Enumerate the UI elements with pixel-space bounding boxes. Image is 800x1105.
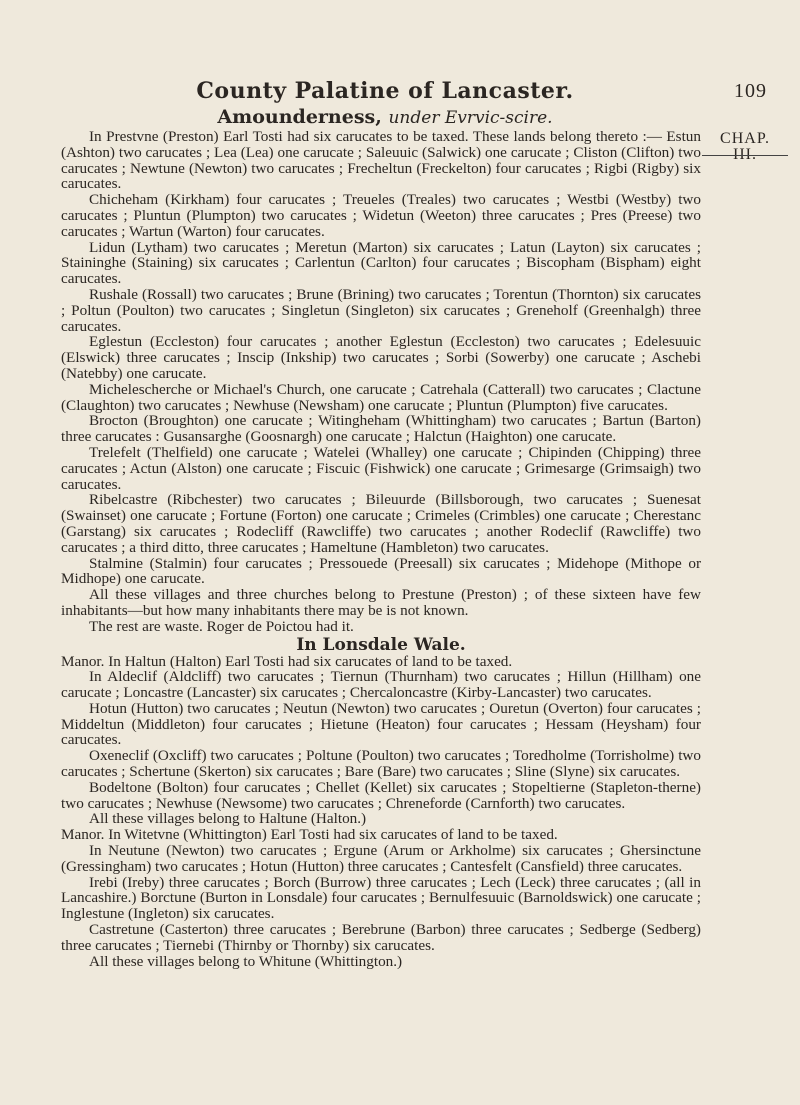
chapter-marker: [705, 131, 785, 163]
lonsdale-heading: In Lonsdale Wale.: [296, 634, 466, 655]
paragraph: Manor. In Haltun (Halton) Earl Tosti had six carucates of land to be taxed.: [61, 652, 513, 670]
section-title-main: Amounderness,: [217, 106, 382, 128]
paragraph: Eglestun (Eccleston) four carucates ; another Eglestun (Eccleston) two carucates ; Edelesuuic (Elswick) three carucates ; Inscip (Inkship) two carucates ; Sorbi (Sowerby) one carucate ; Aschebi (Natebby) one carucate.: [61, 333, 701, 382]
paragraph: All these villages belong to Haltune (Halton.): [89, 810, 367, 828]
paragraph: Lidun (Lytham) two carucates ; Meretun (Marton) six carucates ; Latun (Layton) six carucates ; Staininghe (Staining) six carucates ; Carlentun (Carlton) four carucates ; Biscopham (Bispham) eight carucates.: [61, 238, 701, 288]
paragraph: Ribelcastre (Ribchester) two carucates ; Bileuurde (Billsborough, two carucates ; Suenesat (Swainset) one carucate ; Fortune (Forton) one carucate ; Crimeles (Crimbles) one carucate ; Cherestanc (Garstang) six carucates ; Rodecliff (Rawcliffe) two carucates ; another Rodeclif (Rawcliffe) two carucates ; a third ditto, three carucates ; Hameltune (Hambleton) two carucates.: [61, 491, 701, 556]
paragraph: Manor. In Witetvne (Whittington) Earl Tosti had six carucates of land to be taxed.: [61, 826, 558, 844]
paragraph: In Prestvne (Preston) Earl Tosti had six carucates to be taxed. These lands belong thereto :— Estun (Ashton) two carucates ; Lea (Lea) one carucate ; Saleuuic (Salwick) one carucate ; Cliston (Clifton) two carucates ; Newtune (Newton) two carucates ; Frecheltun (Freckelton) four carucates ; Rigbi (Rigby) six carucates.: [61, 128, 701, 193]
paragraph: Chicheham (Kirkham) four carucates ; Treueles (Treales) two carucates ; Westbi (Westby) two carucates ; Pluntun (Plumpton) two carucates ; Widetun (Weeton) three carucates ; Pres (Preese) two carucates ; Wartun (Warton) four carucates.: [61, 191, 701, 240]
section-subtitle: under Evrvic-scire.: [388, 108, 553, 128]
chapter-number: III.: [733, 146, 757, 163]
section-title: [0, 106, 770, 128]
paragraph: Irebi (Ireby) three carucates ; Borch (Burrow) three carucates ; Lech (Leck) three carucates ; (all in Lancashire.) Borctune (Burton in Lonsdale) four carucates ; Bernulfesuuic (Barnoldswick) one carucate ; Inglestune (Ingleton) six carucates.: [61, 873, 701, 923]
paragraph: All these villages and three churches belong to Prestune (Preston) ; of these sixteen have few inhabitants—but how many inhabitants there may be is not known.: [61, 586, 701, 619]
paragraph: The rest are waste. Roger de Poictou had it.: [89, 617, 354, 635]
paragraph: In Neutune (Newton) two carucates ; Ergune (Arum or Arkholme) six carucates ; Ghersinctune (Gressingham) two carucates ; Hotun (Hutton) three carucates ; Cantesfelt (Cansfield) three carucates.: [61, 842, 701, 875]
paragraph: Hotun (Hutton) two carucates ; Neutun (Newton) two carucates ; Ouretun (Overton) four carucates ; Middeltun (Middleton) four carucates ; Hietune (Heaton) four carucates ; Hessam (Heysham) four carucates.: [61, 699, 701, 749]
paragraph: Castretune (Casterton) three carucates ; Berebrune (Barbon) three carucates ; Sedberge (Sedberg) three carucates ; Tiernebi (Thirnby or Thornby) six carucates.: [61, 921, 701, 954]
paragraph: Oxeneclif (Oxcliff) two carucates ; Poltune (Poulton) two carucates ; Toredholme (Torrisholme) two carucates ; Schertune (Skerton) six carucates ; Bare (Bare) two carucates ; Sline (Slyne) six carucates.: [61, 747, 701, 781]
paragraph: All these villages belong to Whitune (Whittington.): [89, 952, 403, 970]
page-number: 109: [734, 80, 767, 102]
paragraph: Bodeltone (Bolton) four carucates ; Chellet (Kellet) six carucates ; Stopeltierne (Stapleton-therne) two carucates ; Newhuse (Newsome) two carucates ; Chreneforde (Carnforth) two carucates.: [61, 778, 701, 812]
chapter-rule: [702, 155, 788, 156]
paragraph: Stalmine (Stalmin) four carucates ; Pressouede (Preesall) six carucates ; Midehope (Mithope or Midhope) one carucate.: [61, 554, 701, 588]
running-head: County Palatine of Lancaster.: [196, 78, 574, 104]
paragraph: In Aldeclif (Aldcliff) two carucates ; Tiernun (Thurnham) two carucates ; Hillun (Hillham) one carucate ; Loncastre (Lancaster) six carucates ; Chercaloncastre (Kirby-Lancaster) two carucates.: [61, 668, 701, 702]
chapter-label: CHAP.: [720, 130, 770, 147]
paragraph: Michelescherche or Michael's Church, one carucate ; Catrehala (Catterall) two carucates ; Clactune (Claughton) two carucates ; Newhuse (Newsham) one carucate ; Pluntun (Plumpton) five carucates.: [61, 380, 701, 414]
paragraph: Trelefelt (Thelfield) one carucate ; Watelei (Whalley) one carucate ; Chipinden (Chipping) three carucates ; Actun (Alston) one carucate ; Fiscuic (Fishwick) one carucate ; Grimesarge (Grimsaigh) two carucates.: [61, 443, 701, 493]
paragraph: Rushale (Rossall) two carucates ; Brune (Brining) two carucates ; Torentun (Thornton) six carucates ; Poltun (Poulton) two carucates ; Singletun (Singleton) six carucates ; Greneholf (Greenhalgh) three carucates.: [61, 285, 701, 335]
paragraph: Brocton (Broughton) one carucate ; Witingheham (Whittingham) two carucates ; Bartun (Barton) three carucates : Gusansarghe (Goosnargh) one carucate ; Halctun (Haighton) one carucate.: [61, 412, 701, 446]
body-text: [61, 129, 701, 969]
